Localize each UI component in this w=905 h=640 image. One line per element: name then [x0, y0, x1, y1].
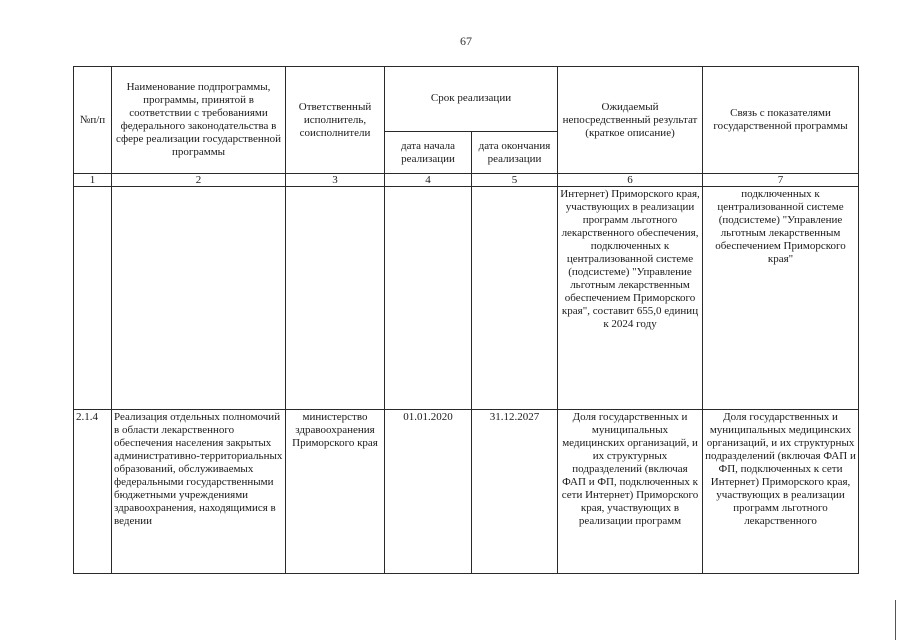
- column-number: 1: [74, 174, 112, 187]
- column-number-row: [74, 174, 859, 187]
- row-indicator-link: подключенных к централизованной системе (подсистеме) "Управление льготным лекарственным обеспечением Приморского края": [703, 187, 859, 410]
- column-number: 2: [112, 174, 286, 187]
- row-end-date: [472, 187, 558, 410]
- row-expected-result: Доля государственных и муниципальных медицинских организаций, и их структурных подразделений (включая ФАП и ФП, подключенных к сети Интернет) Приморского края, участвующих в реализации программ: [558, 410, 703, 574]
- header-start-date: дата начала реализации: [385, 132, 472, 174]
- page-number: 67: [460, 34, 472, 48]
- column-number: 4: [385, 174, 472, 187]
- row-executor: министерство здравоохранения Приморского края: [286, 410, 385, 574]
- column-number: 3: [286, 174, 385, 187]
- scan-edge-line: [895, 600, 896, 640]
- row-end-date: 31.12.2027: [472, 410, 558, 574]
- row-program-name: [112, 187, 286, 410]
- column-number: 6: [558, 174, 703, 187]
- header-expected-result: Ожидаемый непосредственный результат (краткое описание): [558, 67, 703, 174]
- header-period: Срок реализации: [385, 67, 558, 132]
- header-number: №п/п: [74, 67, 112, 174]
- row-executor: [286, 187, 385, 410]
- header-program-name: Наименование подпрограммы, программы, принятой в соответствии с требованиями федерального законодательства в сфере реализации государственной программы: [112, 67, 286, 174]
- row-number: 2.1.4: [74, 410, 112, 574]
- column-number: 7: [703, 174, 859, 187]
- row-number: [74, 187, 112, 410]
- row-expected-result: Интернет) Приморского края, участвующих в реализации программ льготного лекарственного обеспечения, подключенных к централизованной системе (подсистеме) "Управление льготным лекарственным обеспечением Приморского края", составит 655,0 единиц к 2024 году: [558, 187, 703, 410]
- column-number: 5: [472, 174, 558, 187]
- row-indicator-link: Доля государственных и муниципальных медицинских организаций, и их структурных подразделений (включая ФАП и ФП, подключенных к сети Интернет) Приморского края, участвующих в реализации программ льготного лекарственного: [703, 410, 859, 574]
- row-start-date: [385, 187, 472, 410]
- header-executor: Ответственный исполнитель, соисполнители: [286, 67, 385, 174]
- header-end-date: дата окончания реализации: [472, 132, 558, 174]
- row-start-date: 01.01.2020: [385, 410, 472, 574]
- header-row: [74, 67, 859, 132]
- row-program-name: Реализация отдельных полномочий в области лекарственного обеспечения населения закрытых административно-территориальных образований, обслуживаемых федеральными государственными бюджетными учреждениями здравоохранения, находящимися в ведении: [112, 410, 286, 574]
- program-table: [73, 66, 859, 574]
- table-row: [74, 410, 859, 574]
- header-indicator-link: Связь с показателями государственной программы: [703, 67, 859, 174]
- table-row: [74, 187, 859, 410]
